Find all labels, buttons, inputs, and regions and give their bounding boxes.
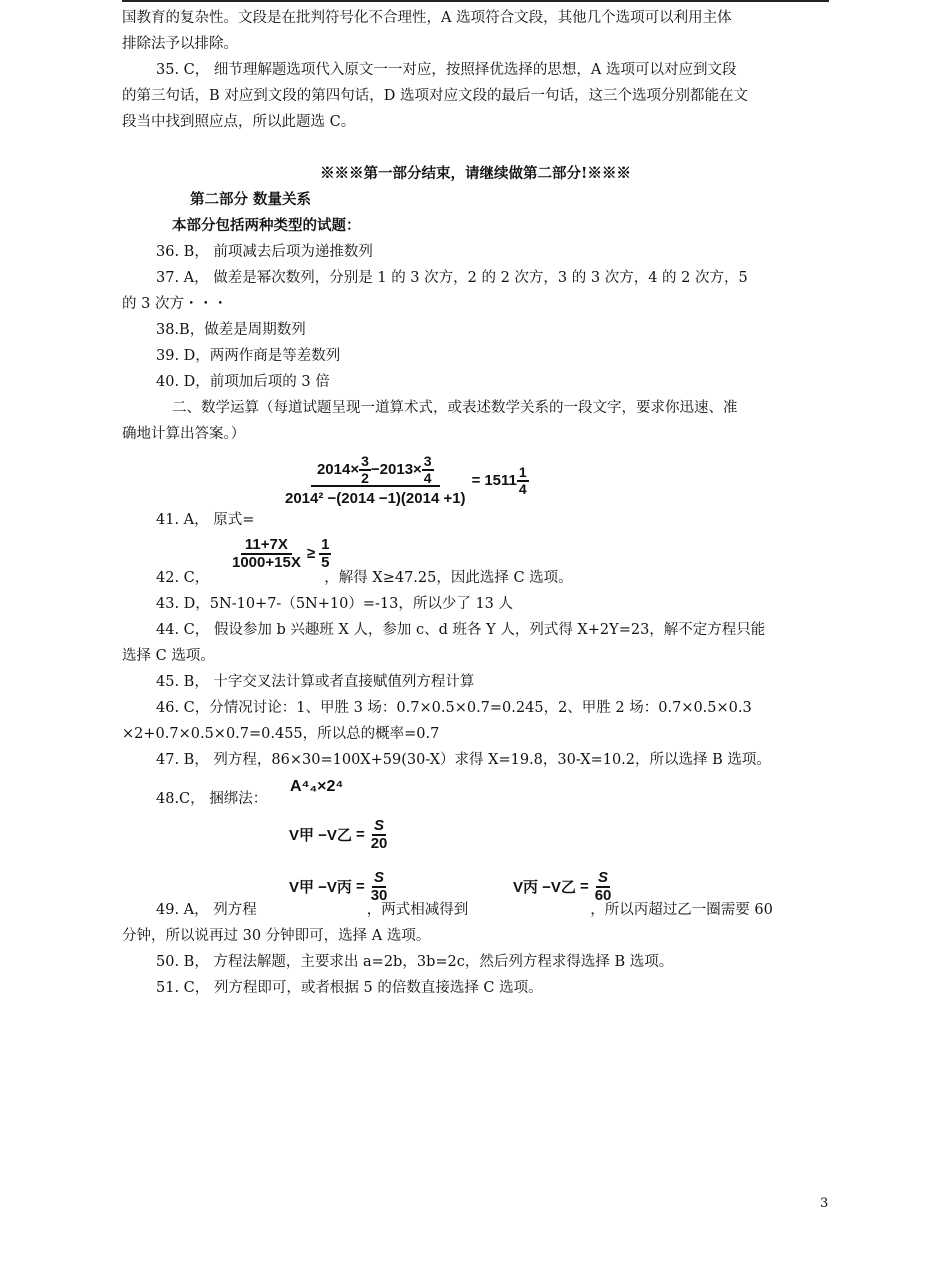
part-intro: 本部分包括两种类型的试题： bbox=[172, 217, 361, 234]
text-line: 选择 C 选项。 bbox=[122, 648, 215, 664]
formula-text: V甲 −V丙 bbox=[289, 879, 352, 897]
text-segment: 49. A， 列方程 bbox=[156, 902, 257, 918]
formula-text: 3 bbox=[423, 453, 432, 469]
formula-text: 1000+15X bbox=[232, 553, 301, 571]
formula-text: 4 bbox=[518, 480, 527, 497]
formula-text: 1511 bbox=[484, 472, 517, 490]
formula-text: S bbox=[598, 869, 609, 886]
formula-text: 2014² −(2014 −1)(2014 +1) bbox=[285, 490, 466, 508]
formula-text: = bbox=[471, 472, 481, 490]
formula-49-1 bbox=[289, 818, 389, 852]
formula-text: = bbox=[355, 826, 365, 844]
answer-43-line: 43. D，5N-10+7-（5N+10）=-13，所以少了 13 人 bbox=[156, 596, 514, 612]
fraction bbox=[422, 454, 434, 485]
fraction bbox=[230, 537, 303, 571]
answer-40-line: 40. D，前项加后项的 3 倍 bbox=[156, 374, 330, 390]
fraction bbox=[369, 818, 390, 852]
fraction bbox=[359, 454, 371, 485]
formula-text: 5 bbox=[321, 553, 330, 571]
section-separator: ※※※第一部分结束，请继续做第二部分!※※※ bbox=[320, 165, 631, 182]
text-line: ×2+0.7×0.5×0.7=0.455，所以总的概率=0.7 bbox=[122, 726, 440, 742]
text-segment: ，两式相减得到 bbox=[366, 902, 469, 918]
formula-text: 20 bbox=[370, 834, 388, 852]
formula-text: 30 bbox=[370, 886, 388, 904]
formula-42 bbox=[230, 537, 331, 571]
formula-text: −2013× bbox=[370, 460, 422, 478]
answer-39-line: 39. D，两两作商是等差数列 bbox=[156, 348, 341, 364]
formula-41 bbox=[283, 454, 529, 507]
text-line: 的 3 次方・・・ bbox=[122, 296, 228, 312]
section-heading: 二、数学运算（每道试题呈现一道算术式，或表述数学关系的一段文字，要求你迅速、准 bbox=[172, 400, 738, 416]
formula-41-main-fraction bbox=[283, 454, 468, 507]
formula-text: 2 bbox=[361, 469, 369, 486]
formula-text: ≥ bbox=[306, 545, 316, 563]
part-title: 第二部分 数量关系 bbox=[190, 191, 312, 208]
formula-text: 60 bbox=[594, 886, 612, 904]
formula-text: V甲 −V乙 bbox=[289, 827, 352, 845]
fraction bbox=[517, 465, 529, 496]
answer-51-line: 51. C， 列方程即可，或者根据 5 的倍数直接选择 C 选项。 bbox=[156, 980, 543, 996]
formula-text: V丙 −V乙 bbox=[513, 879, 576, 897]
formula-text: 11+7X bbox=[241, 537, 292, 555]
formula-text: 3 bbox=[361, 453, 369, 469]
answer-49-line bbox=[156, 900, 876, 920]
text-line: 的第三句话，B 对应到文段的第四句话，D 选项对应文段的最后一句话，这三个选项分别都能在文 bbox=[122, 88, 748, 104]
text-line: 分钟，所以说再过 30 分钟即可，选择 A 选项。 bbox=[122, 928, 431, 944]
text-segment: ，所以丙超过乙一圈需要 60 bbox=[590, 902, 773, 918]
fraction bbox=[369, 870, 390, 904]
formula-text: = bbox=[355, 878, 365, 896]
formula-49-2 bbox=[289, 870, 389, 904]
formula-text: 1 bbox=[518, 463, 527, 480]
fraction bbox=[593, 870, 614, 904]
text-line: 确地计算出答案。） bbox=[122, 426, 246, 442]
formula-48: A⁴₄×2⁴ bbox=[290, 778, 344, 795]
formula-text: S bbox=[374, 869, 385, 886]
formula-text: 4 bbox=[423, 469, 432, 486]
answer-48-line: 48.C， 捆绑法： bbox=[156, 791, 268, 807]
answer-36-line: 36. B， 前项减去后项为递推数列 bbox=[156, 244, 373, 260]
top-rule bbox=[122, 0, 829, 2]
answer-38-line: 38.B，做差是周期数列 bbox=[156, 322, 306, 338]
answer-41-line: 41. A， 原式= bbox=[156, 512, 255, 528]
answer-50-line: 50. B， 方程法解题，主要求出 a=2b，3b=2c，然后列方程求得选择 B 选项。 bbox=[156, 954, 674, 970]
formula-text: = bbox=[579, 878, 589, 896]
answer-42-line bbox=[156, 568, 876, 588]
formula-text: S bbox=[374, 817, 385, 834]
text-segment: ，解得 X≥47.25，因此选择 C 选项。 bbox=[324, 570, 573, 586]
text-line: 排除法予以排除。 bbox=[122, 36, 238, 52]
text-line: 段当中找到照应点，所以此题选 C。 bbox=[122, 114, 356, 130]
answer-44-line: 44. C， 假设参加 b 兴趣班 X 人，参加 c、d 班各 Y 人，列式得 X+2Y=23，解不定方程只能 bbox=[156, 622, 766, 638]
answer-47-line: 47. B， 列方程，86×30=100X+59(30-X）求得 X=19.8，30-X=10.2，所以选择 B 选项。 bbox=[156, 752, 771, 768]
answer-35-line: 35. C， 细节理解题选项代入原文一一对应，按照择优选择的思想，A 选项可以对应到文段 bbox=[156, 62, 737, 78]
answer-37-line: 37. A， 做差是幂次数列，分别是 1 的 3 次方，2 的 2 次方，3 的 3 次方，4 的 2 次方，5 bbox=[156, 270, 748, 286]
text-line: 国教育的复杂性。文段是在批判符号化不合理性，A 选项符合文段，其他几个选项可以利用主体 bbox=[122, 10, 732, 26]
formula-text: 1 bbox=[321, 536, 330, 553]
page-number: 3 bbox=[820, 1196, 829, 1211]
formula-text: 2014× bbox=[316, 460, 360, 478]
formula-49-3 bbox=[513, 870, 613, 904]
answer-46-line: 46. C，分情况讨论：1、甲胜 3 场：0.7×0.5×0.7=0.245，2、甲胜 2 场：0.7×0.5×0.3 bbox=[156, 700, 752, 716]
fraction bbox=[319, 537, 331, 571]
text-segment: 42. C， bbox=[156, 570, 210, 586]
answer-45-line: 45. B， 十字交叉法计算或者直接赋值列方程计算 bbox=[156, 674, 475, 690]
